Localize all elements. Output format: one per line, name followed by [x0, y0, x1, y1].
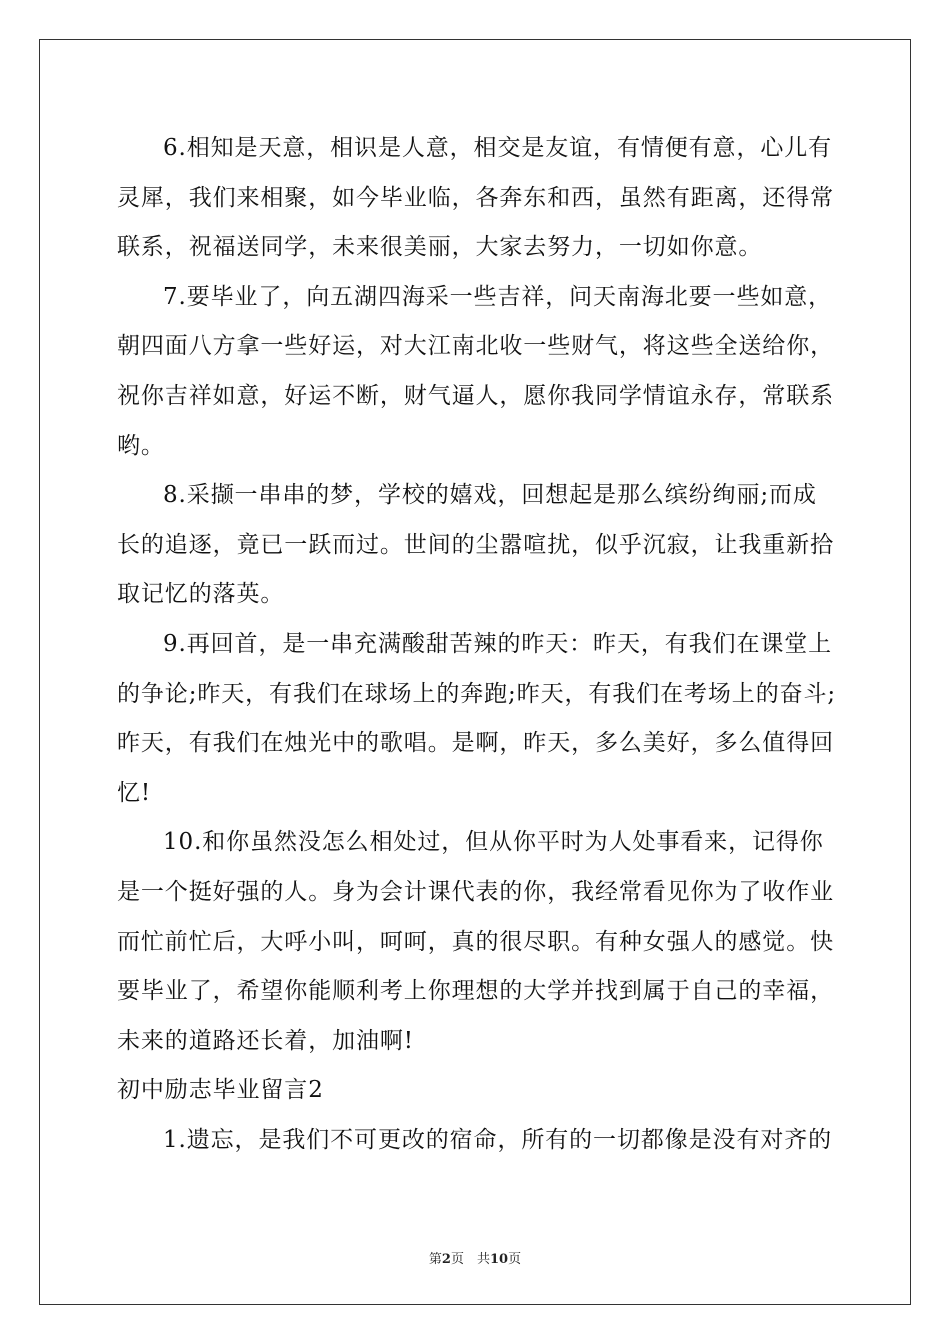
paragraph-6: 6.相知是天意，相识是人意，相交是友谊，有情便有意，心儿有灵犀，我们来相聚，如今毕业临，各奔东和西，虽然有距离，还得常联系，祝福送同学，未来很美丽，大家去努力，一切如你意。	[117, 135, 834, 261]
section-paragraph-1: 1.遗忘，是我们不可更改的宿命，所有的一切都像是没有对齐的	[163, 1126, 833, 1153]
footer-prefix: 第	[428, 1252, 442, 1267]
footer-suffix: 页	[508, 1252, 522, 1267]
page-footer	[0, 1248, 950, 1267]
section-heading: 初中励志毕业留言2	[117, 1077, 324, 1104]
footer-total-pages: 10	[489, 1252, 509, 1267]
paragraph-8: 8.采撷一串串的梦，学校的嬉戏，回想起是那么缤纷绚丽;而成长的追逐，竟已一跃而过。世间的尘嚣喧扰，似乎沉寂，让我重新拾取记忆的落英。	[117, 482, 834, 608]
footer-page-number: 2	[441, 1252, 451, 1267]
footer-middle: 页 共	[450, 1252, 490, 1267]
paragraph-9: 9.再回首，是一串充满酸甜苦辣的昨天：昨天，有我们在课堂上的争论;昨天，有我们在球场上的奔跑;昨天，有我们在考场上的奋斗;昨天，有我们在烛光中的歌唱。是啊，昨天，多么美好，多么值得回忆!	[117, 630, 837, 806]
document-body	[117, 124, 837, 1165]
paragraph-7: 7.要毕业了，向五湖四海采一些吉祥，问天南海北要一些如意，朝四面八方拿一些好运，对大江南北收一些财气，将这些全送给你，祝你吉祥如意，好运不断，财气逼人，愿你我同学情谊永存，常联系哟。	[117, 283, 834, 459]
paragraph-10: 10.和你虽然没怎么相处过，但从你平时为人处事看来，记得你是一个挺好强的人。身为会计课代表的你，我经常看见你为了收作业而忙前忙后，大呼小叫，呵呵，真的很尽职。有种女强人的感觉。快要毕业了，希望你能顺利考上你理想的大学并找到属于自己的幸福，未来的道路还长着，加油啊!	[117, 829, 834, 1054]
